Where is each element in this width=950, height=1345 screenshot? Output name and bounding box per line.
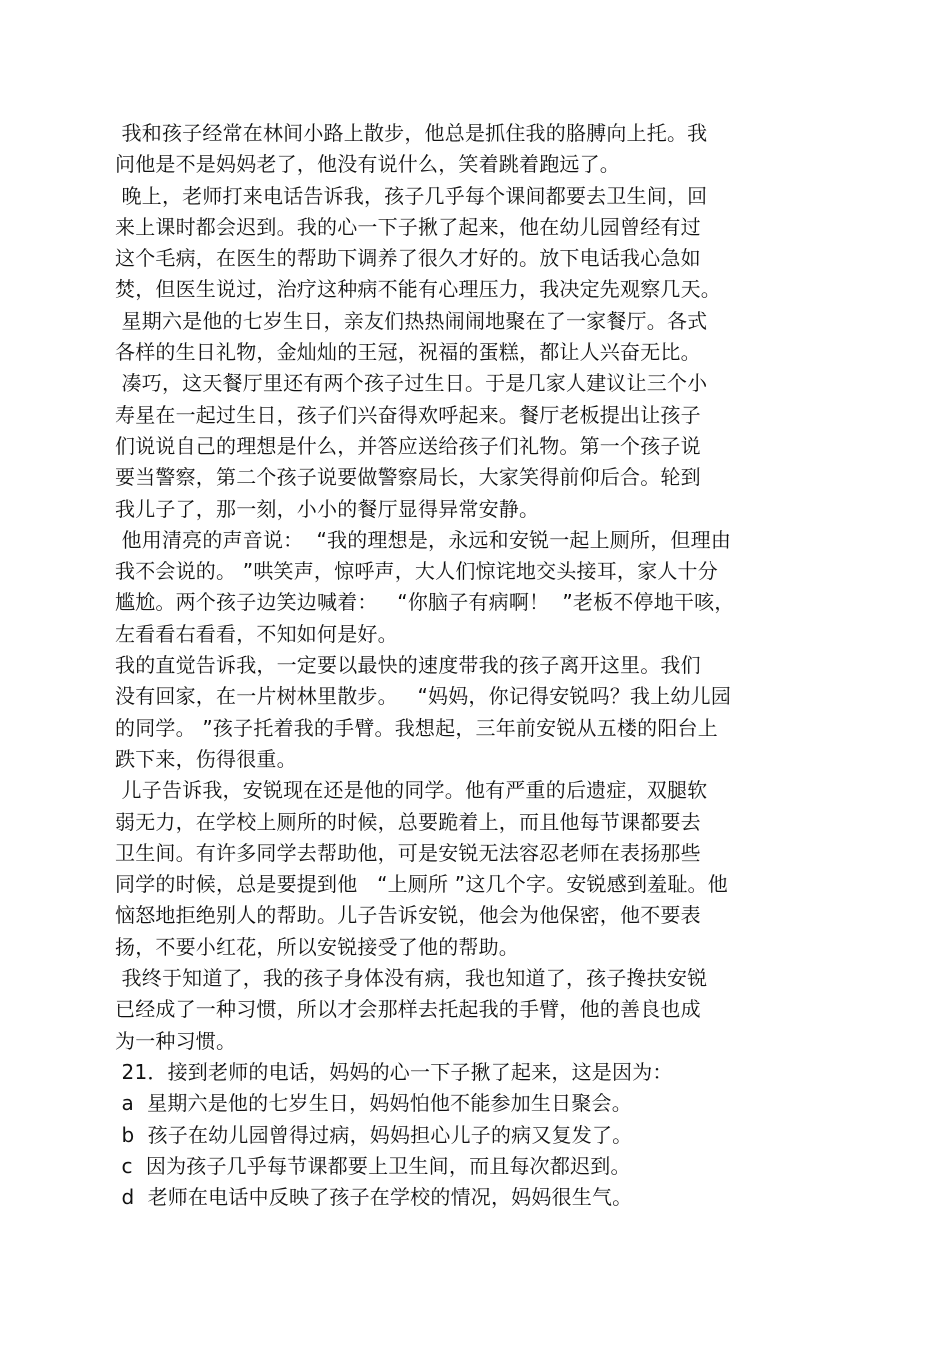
text-line: 凑巧，这天餐厅里还有两个孩子过生日。于是几家人建议让三个小 (115, 371, 708, 396)
text-line: 星期六是他的七岁生日，亲友们热热闹闹地聚在了一家餐厅。各式 (115, 308, 708, 333)
text-line: 他用清亮的声音说： “我的理想是，永远和安锐一起上厕所，但理由 (115, 527, 732, 552)
text-line: 寿星在一起过生日，孩子们兴奋得欢呼起来。餐厅老板提出让孩子 (115, 402, 701, 427)
text-line: 各样的生日礼物，金灿灿的王冠，祝福的蛋糕，都让人兴奋无比。 (115, 340, 701, 365)
text-line: 跌下来，伤得很重。 (115, 746, 297, 771)
option-c: c 因为孩子几乎每节课都要上卫生间，而且每次都迟到。 (115, 1153, 631, 1178)
text-line: 问他是不是妈妈老了，他没有说什么，笑着跳着跑远了。 (115, 152, 620, 177)
question-21: 21．接到老师的电话，妈妈的心一下子揪了起来，这是因为： (115, 1059, 673, 1084)
text-line: 同学的时候，总是要提到他 “上厕所 ”这几个字。安锐感到羞耻。他 (115, 872, 728, 897)
text-line: 的同学。 ”孩子托着我的手臂。我想起，三年前安锐从五楼的阳台上 (115, 715, 718, 740)
text-line: 焚，但医生说过，治疗这种病不能有心理压力，我决定先观察几天。 (115, 277, 721, 302)
text-line: 我的直觉告诉我，一定要以最快的速度带我的孩子离开这里。我们 (115, 653, 701, 678)
text-line: 扬，不要小红花，所以安锐接受了他的帮助。 (115, 934, 519, 959)
text-line: 晚上，老师打来电话告诉我，孩子几乎每个课间都要去卫生间，回 (115, 183, 708, 208)
text-line: 儿子告诉我，安锐现在还是他的同学。他有严重的后遗症，双腿软 (115, 778, 708, 803)
text-line: 没有回家，在一片树林里散步。 “妈妈，你记得安锐吗？我上幼儿园 (115, 684, 732, 709)
text-line: 我儿子了，那一刻，小小的餐厅显得异常安静。 (115, 496, 540, 521)
text-line: 要当警察，第二个孩子说要做警察局长，大家笑得前仰后合。轮到 (115, 465, 701, 490)
option-b: b 孩子在幼儿园曾得过病，妈妈担心儿子的病又复发了。 (115, 1122, 633, 1147)
text-line: 卫生间。有许多同学去帮助他，可是安锐无法容忍老师在表扬那些 (115, 840, 701, 865)
text-line: 尴尬。两个孩子边笑边喊着： “你脑子有病啊！ ”老板不停地干咳， (115, 590, 735, 615)
option-d: d 老师在电话中反映了孩子在学校的情况，妈妈很生气。 (115, 1185, 633, 1210)
text-line: 我不会说的。 ”哄笑声，惊呼声，大人们惊诧地交头接耳，家人十分 (115, 559, 718, 584)
text-line: 已经成了一种习惯，所以才会那样去托起我的手臂，他的善良也成 (115, 997, 701, 1022)
text-line: 我终于知道了，我的孩子身体没有病，我也知道了，孩子搀扶安锐 (115, 966, 708, 991)
document-page (115, 118, 780, 1213)
option-a: a 星期六是他的七岁生日，妈妈怕他不能参加生日聚会。 (115, 1091, 632, 1116)
text-line: 恼怒地拒绝别人的帮助。儿子告诉安锐，他会为他保密，他不要表 (115, 903, 701, 928)
text-line: 左看看右看看，不知如何是好。 (115, 621, 398, 646)
text-line: 弱无力，在学校上厕所的时候，总要跪着上，而且他每节课都要去 (115, 809, 701, 834)
text-line: 们说说自己的理想是什么，并答应送给孩子们礼物。第一个孩子说 (115, 433, 701, 458)
text-line: 为一种习惯。 (115, 1028, 237, 1053)
text-line: 这个毛病，在医生的帮助下调养了很久才好的。放下电话我心急如 (115, 246, 701, 271)
text-line: 来上课时都会迟到。我的心一下子揪了起来，他在幼儿园曾经有过 (115, 214, 701, 239)
text-line: 我和孩子经常在林间小路上散步，他总是抓住我的胳膊向上托。我 (115, 121, 708, 145)
